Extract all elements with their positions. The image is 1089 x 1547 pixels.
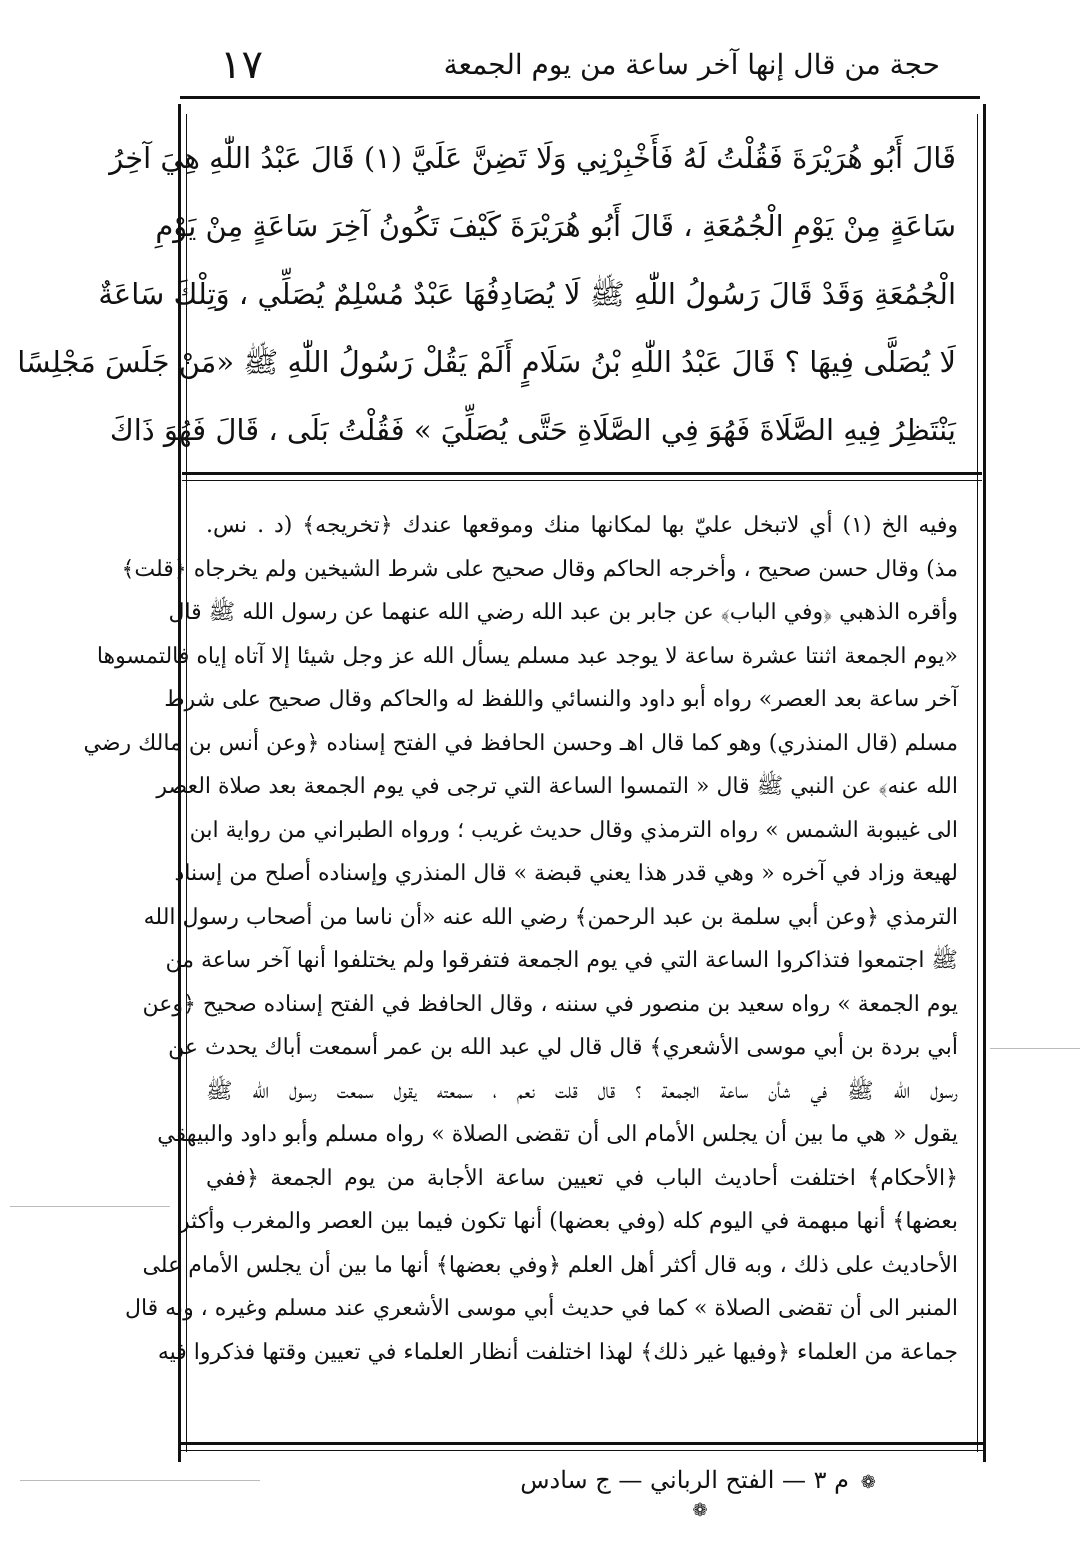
footer-signature: م ٣ — الفتح الرباني — ج سادس	[520, 1466, 850, 1494]
section-divider	[182, 472, 982, 475]
main-text-line: لَا يُصَلَّى فِيهَا ؟ قَالَ عَبْدُ اللّٰهِ بْنُ سَلَامٍ أَلَمْ يَقُلْ رَسُولُ اللّٰهِ ﷺ «مَنْ جَلَسَ مَجْلِسًا	[17, 345, 956, 379]
main-text-line: يَنْتَظِرُ فِيهِ الصَّلَاةَ فَهُوَ فِي الصَّلَاةِ حَتَّى يُصَلِّيَ » فَقُلْتُ بَلَى ، قَالَ فَهُوَ ذَاكَ	[109, 413, 956, 447]
scan-artifact-line	[10, 1206, 170, 1207]
page-footer	[520, 1466, 880, 1521]
note-line: جماعة من العلماء ﴿وفيها غير ذلك﴾ لهذا اختلفت أنظار العلماء في تعيين وقتها فذكروا فيه	[157, 1339, 958, 1365]
text-frame	[17, 104, 986, 1462]
main-text-line: الْجُمُعَةِ وَقَدْ قَالَ رَسُولُ اللّٰهِ ﷺ لَا يُصَادِفُهَا عَبْدٌ مُسْلِمٌ يُصَلِّي ، وَتِلْكَ سَاعَةٌ	[98, 277, 956, 311]
bottom-rule	[178, 1442, 986, 1445]
note-line: لهيعة وزاد في آخره « وهي قدر هذا يعني قبضة » قال المنذري وإسناده أصلح من إسناد	[174, 861, 958, 886]
note-line: بعضها﴾ أنها مبهمة في اليوم كله (وفي بعضها) أنها تكون فيما بين العصر والمغرب وأكثر	[179, 1209, 958, 1234]
note-line: مسلم (قال المنذري) وهو كما قال اهـ وحسن الحافظ في الفتح إسناده ﴿وعن أنس بن مالك رضي	[83, 730, 958, 756]
note-line: ﷺ اجتمعوا فتذاكروا الساعة التي في يوم الجمعة فتفرقوا ولم يختلفوا أنها آخر ساعة من	[165, 948, 958, 973]
frame-border-right-inner	[977, 114, 978, 1452]
note-line: وفيه الخ (١) أي لاتبخل عليّ بها لمكانها منك وموقعها عندك ﴿تخريجه﴾ (د . نس.	[206, 513, 958, 538]
section-divider-thin	[182, 480, 982, 481]
header-rule	[180, 96, 980, 99]
ornament-icon: ❁	[860, 1472, 876, 1493]
page-header	[180, 40, 980, 90]
main-text-line: قَالَ أَبُو هُرَيْرَةَ فَقُلْتُ لَهُ فَأَخْبِرْنِي وَلَا تَضِنَّ عَلَيَّ (١) قَالَ عَبْدُ اللّٰهِ هِيَ آخِرُ	[109, 141, 956, 175]
main-hadith-text	[17, 124, 956, 464]
note-line: وأقره الذهبي ﴿وفي الباب﴾ عن جابر بن عبد الله رضي الله عنهما عن رسول الله ﷺ قال	[168, 600, 958, 625]
frame-border-right	[983, 104, 986, 1462]
bottom-rule-thin	[178, 1450, 986, 1451]
commentary-notes	[83, 504, 958, 1424]
note-line: يقول « هي ما بين أن يجلس الأمام الى أن تقضى الصلاة » رواه مسلم وأبو داود والبيهقي	[157, 1122, 958, 1147]
note-line: رسول الله ﷺ في شأن ساعة الجمعة ؟ قال قلت نعم ، سمعته يقول سمعت رسول الله ﷺ	[206, 1078, 958, 1104]
note-line: المنبر الى أن تقضى الصلاة » كما في حديث أبي موسى الأشعري عند مسلم وغيره ، وبه قال	[124, 1296, 958, 1321]
running-title: حجة من قال إنها آخر ساعة من يوم الجمعة	[443, 48, 940, 81]
note-line: «يوم الجمعة اثنتا عشرة ساعة لا يوجد عبد مسلم يسأل الله عز وجل شيئا إلا آتاه إياه فالتمسوها	[96, 643, 958, 669]
note-line: الترمذي ﴿وعن أبي سلمة بن عبد الرحمن﴾ رضي الله عنه «أن ناسا من أصحاب رسول الله	[143, 904, 958, 930]
scan-artifact-line	[20, 1480, 260, 1481]
note-line: ﴿الأحكام﴾ اختلفت أحاديث الباب في تعيين ساعة الأجابة من يوم الجمعة ﴿ففي	[206, 1165, 958, 1191]
page-number: ١٧	[220, 42, 263, 88]
note-line: الى غيبوبة الشمس » رواه الترمذي وقال حديث غريب ؛ ورواه الطبراني من رواية ابن	[189, 817, 958, 843]
ornament-icon: ❁	[692, 1500, 708, 1521]
note-line: أبي بردة بن أبي موسى الأشعري﴾ قال قال لي عبد الله بن عمر أسمعت أباك يحدث عن	[168, 1035, 958, 1060]
note-line: آخر ساعة بعد العصر» رواه أبو داود والنسائي واللفظ له والحاكم وقال صحيح على شرط	[164, 687, 958, 712]
note-line: مذ) وقال حسن صحيح ، وأخرجه الحاكم وقال صحيح على شرط الشيخين ولم يخرجاه ﴿قلت﴾	[121, 556, 958, 582]
note-line: الأحاديث على ذلك ، وبه قال أكثر أهل العلم ﴿وفي بعضها﴾ أنها ما بين أن يجلس الأمام على	[142, 1252, 958, 1278]
main-text-line: سَاعَةٍ مِنْ يَوْمِ الْجُمُعَةِ ، قَالَ أَبُو هُرَيْرَةَ كَيْفَ تَكُونُ آخِرَ سَاعَةٍ مِنْ يَوْمِ	[155, 209, 956, 243]
note-line: الله عنه﴾ عن النبي ﷺ قال « التمسوا الساعة التي ترجى في يوم الجمعة بعد صلاة العصر	[156, 774, 958, 799]
scan-artifact-line	[990, 1048, 1080, 1049]
note-line: يوم الجمعة » رواه سعيد بن منصور في سننه ، وقال الحافظ في الفتح إسناده صحيح ﴿وعن	[142, 991, 958, 1017]
